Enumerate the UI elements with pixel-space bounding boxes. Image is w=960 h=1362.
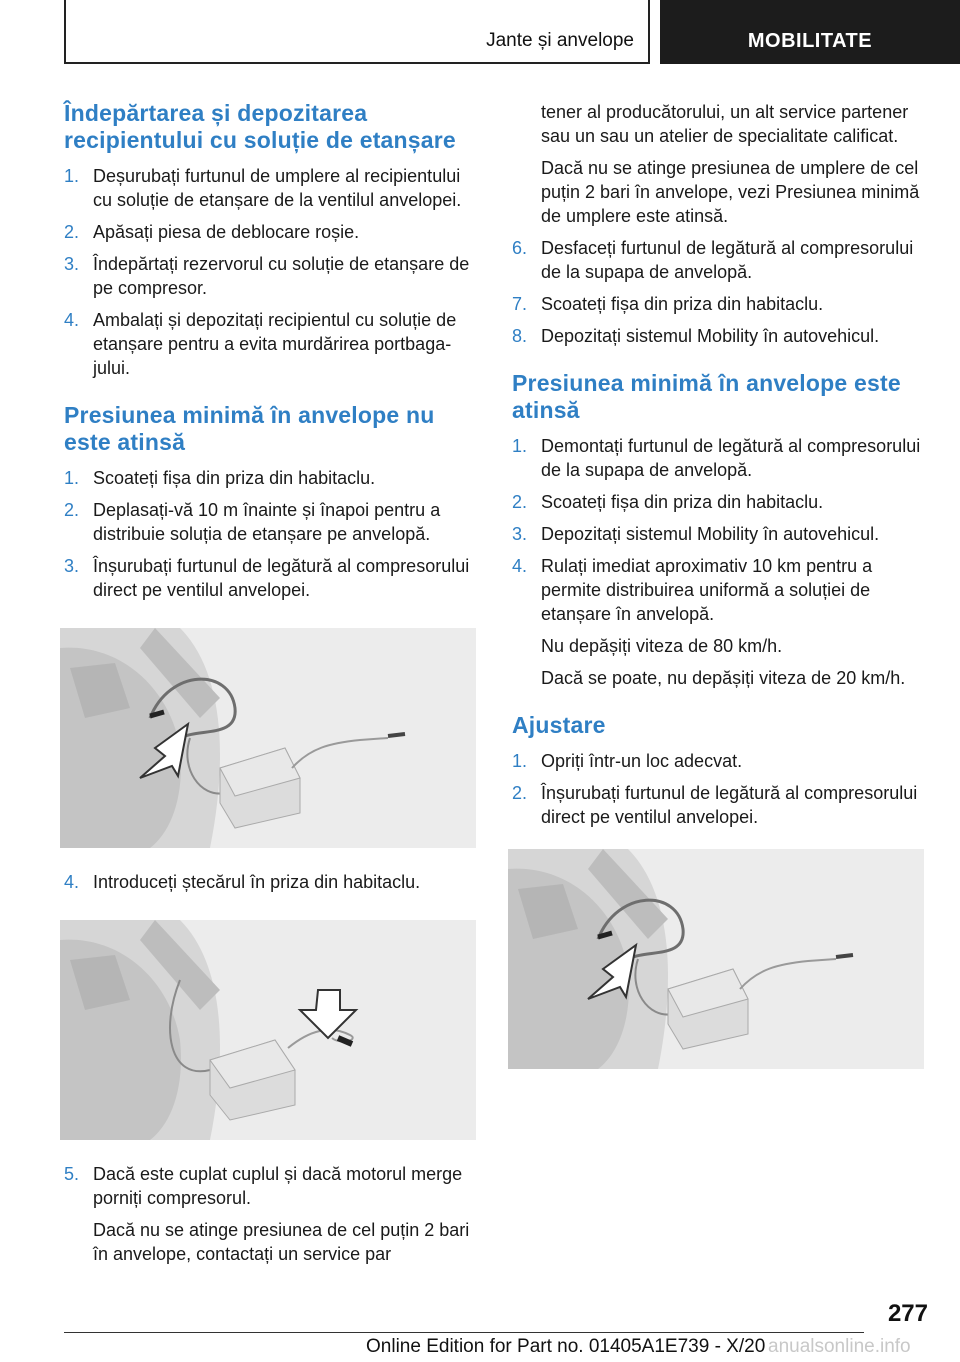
list-item [64,466,476,490]
step-number: 4. [64,872,80,892]
step-text: Scoateți fișa din priza din habitaclu. [541,294,824,314]
illustration-compressor-arrow-valve [60,628,476,848]
step-text: Îndepărtați rezervorul cu soluție de etanșare de pe compresor. [93,254,470,298]
list-item [512,554,928,626]
step-text: Scoateți fișa din priza din habitaclu. [541,492,824,512]
step-text: Înșurubați furtunul de legătură al compresorului direct pe ventilul anvelopei. [541,783,918,827]
list-item [64,1162,476,1210]
step-list [512,236,928,348]
step-text: Depozitați sistemul Mobility în autovehicul. [541,326,880,346]
section-adjustment [512,712,928,1069]
step-list [512,434,928,626]
step-text: Deșurubați furtunul de umplere al recipientului cu soluție de etanșare de la ventilul anvelopei. [93,166,462,210]
step-note: Nu depășiți viteza de 80 km/h. [541,636,783,656]
step-text: Dacă este cuplat cuplul și dacă motorul merge porniți compresorul. [93,1164,463,1208]
step-text: Scoateți fișa din priza din habitaclu. [93,468,376,488]
list-item [64,164,476,212]
step-text: Ambalați și depozitați recipientul cu soluție de etanșare pentru a evita murdărirea portbagajului. [93,310,457,378]
step-number: 6. [512,238,528,258]
list-item [512,434,928,482]
footer-edition-text: Online Edition for Part no. 01405A1E739 - X/20 [366,1336,766,1357]
section-heading: Ajustare [512,712,606,738]
step-number: 2. [512,492,528,512]
page-number: 277 [887,1300,928,1327]
footer-watermark: anualsonline.info [768,1336,911,1357]
step-text: Înșurubați furtunul de legătură al compresorului direct pe ventilul anvelopei. [93,556,470,600]
step-number: 3. [512,524,528,544]
section-pressure-reached [512,370,928,690]
step-number: 4. [512,556,528,576]
step-text: Deplasați-vă 10 m înainte și înapoi pentru a distribuie soluția de etanșare pe anvelopă. [93,500,441,544]
step-text: Demontați furtunul de legătură al compresorului de la supapa de anvelopă. [541,436,921,480]
header-frame [64,0,650,64]
step-number: 8. [512,326,528,346]
list-item [64,870,476,894]
list-item [512,324,928,348]
step-text: Rulați imediat aproximativ 10 km pentru a permite distribuirea uniformă a soluției de etanșare în anvelopă. [541,556,873,624]
list-item [512,236,928,284]
section-heading: Presiunea minimă în anvelope nu este atinsă [64,402,435,455]
step-number: 2. [64,500,80,520]
list-item [512,490,928,514]
step-number: 2. [64,222,80,242]
step-list [64,164,476,380]
step-text: Apăsați piesa de deblocare roșie. [93,222,360,242]
list-item [64,498,476,546]
step-number: 2. [512,783,528,803]
step-note: Dacă nu se atinge presiunea de cel puțin 2 bari în anvelope, contactați un service par [93,1220,470,1264]
step-list [64,466,476,602]
step-text: Depozitați sistemul Mobility în autovehicul. [541,524,880,544]
step-number: 5. [64,1164,80,1184]
step-number: 3. [64,556,80,576]
step-list [64,870,476,894]
step-number: 1. [512,751,528,771]
section-pressure-not-reached [64,402,476,1266]
list-item [512,781,928,829]
left-column [64,100,476,1274]
list-item [64,220,476,244]
header-section-title: Jante și anvelope [486,30,634,51]
step-list [512,749,928,829]
list-item [64,554,476,602]
step-text: Opriți într-un loc adecvat. [541,751,743,771]
right-column [512,100,928,1091]
illustration-compressor-arrow-valve-2 [508,849,924,1069]
step-text: Introduceți ștecărul în priza din habitaclu. [93,872,421,892]
step-number: 1. [64,468,80,488]
continued-text: tener al producătorului, un alt service partener sau un sau un atelier de specialitate calificat. [541,102,909,146]
step-number: 4. [64,310,80,330]
footer-divider [64,1332,864,1333]
section-heading: Îndepărtarea și depozitarea recipientului cu soluție de etanșare [64,100,456,153]
step-number: 1. [64,166,80,186]
step-list [64,1162,476,1210]
header-chapter-tab: MOBILITATE [660,0,960,64]
list-item [512,522,928,546]
list-item [512,292,928,316]
step-number: 1. [512,436,528,456]
list-item [64,252,476,300]
step-number: 7. [512,294,528,314]
list-item [512,749,928,773]
section-heading: Presiunea minimă în anvelope este atinsă [512,370,901,423]
step-text: Desfaceți furtunul de legătură al compresorului de la supapa de anvelopă. [541,238,914,282]
step-note: Dacă se poate, nu depășiți viteza de 20 km/h. [541,668,906,688]
illustration-compressor-arrow-plug [60,920,476,1140]
list-item [64,308,476,380]
section-remove-container [64,100,476,380]
step-note: Dacă nu se atinge presiunea de umplere de cel puțin 2 bari în anvelope, vezi Presiunea minimă de umplere este atinsă. [541,158,920,226]
step-number: 3. [64,254,80,274]
